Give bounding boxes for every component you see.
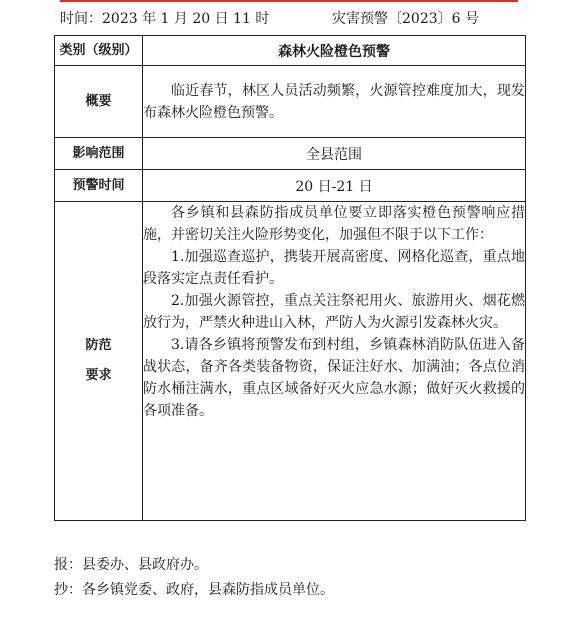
category-label: 类别（级别） xyxy=(55,36,143,66)
requirements-label-line-2: 要求 xyxy=(85,368,112,383)
overview-cell xyxy=(143,66,526,138)
requirements-intro: 各乡镇和县森防指成员单位要立即落实橙色预警响应措施，并密切关注火险形势变化，加强但不限于以下工作： xyxy=(143,205,525,243)
requirements-label-line-1: 防范 xyxy=(85,338,112,353)
row-category xyxy=(55,36,526,66)
issued-time: 时间：2023 年 1 月 20 日 11 时 xyxy=(60,11,270,27)
report-to-line: 报：县委办、县政府办。 xyxy=(54,557,208,573)
requirements-item-1: 1.加强巡查巡护，携装开展高密度、网格化巡查，重点地段落实定点责任看护。 xyxy=(143,249,525,287)
time-label: 预警时间 xyxy=(55,170,143,202)
copy-to-line: 抄：各乡镇党委、政府，县森防指成员单位。 xyxy=(54,582,334,598)
row-scope xyxy=(55,138,526,170)
category-value: 森林火险橙色预警 xyxy=(143,36,526,66)
document-number: 灾害预警〔2023〕6 号 xyxy=(332,11,479,27)
warning-table xyxy=(54,35,526,521)
top-red-rule xyxy=(60,0,518,2)
row-time xyxy=(55,170,526,202)
overview-text: 临近春节，林区人员活动频繁，火源管控难度加大，现发布森林火险橙色预警。 xyxy=(143,82,525,121)
overview-label: 概要 xyxy=(55,66,143,138)
row-requirements xyxy=(55,202,526,521)
requirements-item-2: 2.加强火源管控，重点关注祭祀用火、旅游用火、烟花燃放行为，严禁火种进山入林，严防人为火源引发森林火灾。 xyxy=(143,293,525,331)
time-value: 20 日-21 日 xyxy=(143,170,526,202)
requirements-label xyxy=(55,202,143,521)
requirements-item-3: 3.请各乡镇将预警发布到村组，乡镇森林消防队伍进入备战状态，备齐各类装备物资，保证注好水、加满油；各点位消防水桶注满水，重点区域备好灭火应急水源；做好灭火救援的各项准备。 xyxy=(143,337,525,419)
row-overview xyxy=(55,66,526,138)
scope-value: 全县范围 xyxy=(143,138,526,170)
scope-label: 影响范围 xyxy=(55,138,143,170)
requirements-cell xyxy=(143,202,526,521)
header-line xyxy=(60,9,530,29)
